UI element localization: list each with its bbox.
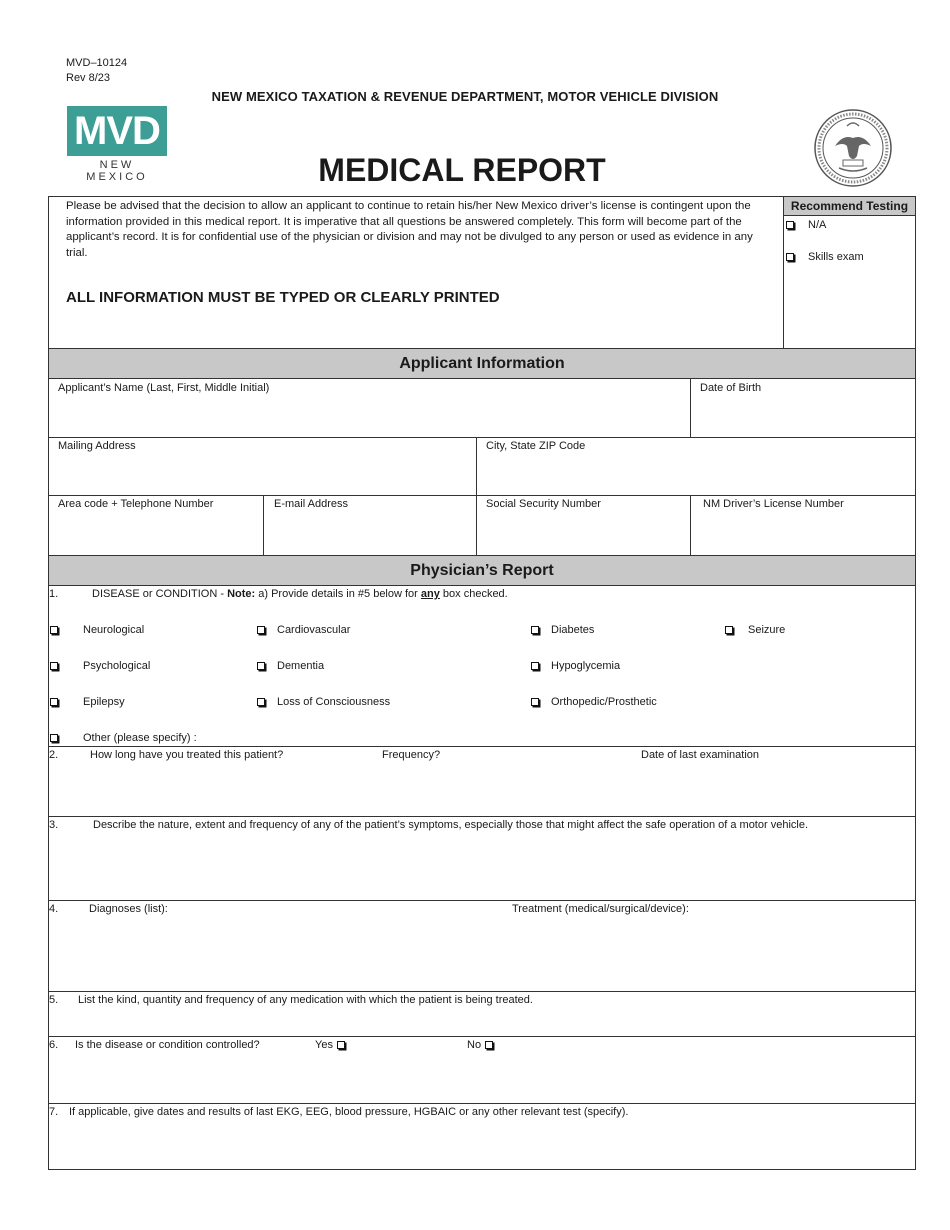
condition-other[interactable] xyxy=(50,732,197,744)
condition-label: Loss of Consciousness xyxy=(277,696,391,708)
condition-epilepsy[interactable] xyxy=(50,696,125,708)
q7-number: 7. xyxy=(49,1106,59,1118)
checkbox-icon[interactable] xyxy=(257,662,265,670)
mvd-logo-mark: MVD xyxy=(67,106,167,156)
checkbox-icon[interactable] xyxy=(50,662,58,670)
form-revision: Rev 8/23 xyxy=(66,72,111,84)
checkbox-icon[interactable] xyxy=(531,626,539,634)
divider xyxy=(48,991,916,992)
recommend-skills-option[interactable] xyxy=(786,251,864,263)
condition-psychological[interactable] xyxy=(50,660,150,672)
divider xyxy=(48,437,916,438)
q6-no-label: No xyxy=(467,1039,482,1051)
q2-last-exam-field[interactable]: Date of last examination xyxy=(641,749,760,761)
page-title: MEDICAL REPORT xyxy=(318,152,606,188)
divider xyxy=(48,816,916,817)
condition-orthopedic[interactable] xyxy=(531,696,657,708)
divider xyxy=(48,495,916,496)
license-number-field[interactable]: NM Driver’s License Number xyxy=(703,498,844,510)
intro-text: Please be advised that the decision to allow an applicant to continue to retain his/her New Mexico driver’s license is contingent upon the information provided in this medical report. It is imperative that all questions be answered completely. This form will become part of the applicant’s record. It is for confidential use of the physician or division and may not be divulged to any person or used as evidence in any trial. xyxy=(66,200,753,259)
divider xyxy=(476,437,477,555)
condition-seizure[interactable] xyxy=(725,624,785,636)
q5-number: 5. xyxy=(49,994,59,1006)
q5-medication-field[interactable]: List the kind, quantity and frequency of any medication with which the patient is being treated. xyxy=(78,994,533,1006)
condition-label: Cardiovascular xyxy=(277,624,351,636)
typed-notice: ALL INFORMATION MUST BE TYPED OR CLEARLY PRINTED xyxy=(66,289,500,306)
q1-text-pre: DISEASE or CONDITION - xyxy=(92,588,228,600)
divider xyxy=(263,495,264,555)
q3-symptoms-field[interactable]: Describe the nature, extent and frequency of any of the patient’s symptoms, especially those that might affect the safe operation of a motor vehicle. xyxy=(93,819,808,831)
recommend-skills-label: Skills exam xyxy=(808,251,864,263)
q1-text xyxy=(92,588,508,600)
condition-label: Other (please specify) : xyxy=(83,732,197,744)
city-state-zip-field[interactable]: City, State ZIP Code xyxy=(486,440,586,452)
checkbox-icon[interactable] xyxy=(786,221,794,229)
condition-label: Neurological xyxy=(83,624,145,636)
recommend-na-label: N/A xyxy=(808,219,827,231)
form-number: MVD–10124 xyxy=(66,57,128,69)
divider xyxy=(48,378,916,379)
checkbox-icon[interactable] xyxy=(531,698,539,706)
form-frame xyxy=(48,196,916,1170)
condition-label: Diabetes xyxy=(551,624,595,636)
q6-number: 6. xyxy=(49,1039,59,1051)
condition-label: Dementia xyxy=(277,660,325,672)
q1-number: 1. xyxy=(49,588,59,600)
checkbox-icon[interactable] xyxy=(257,626,265,634)
q1-text-post: box checked. xyxy=(439,588,508,600)
checkbox-icon[interactable] xyxy=(257,698,265,706)
divider xyxy=(690,495,691,555)
divider xyxy=(48,1103,916,1104)
divider xyxy=(48,1036,916,1037)
department-name: NEW MEXICO TAXATION & REVENUE DEPARTMENT, MOTOR VEHICLE DIVISION xyxy=(211,89,719,104)
q1-note: Note: xyxy=(227,588,256,600)
applicant-section-title: Applicant Information xyxy=(49,349,915,378)
applicant-name-field[interactable]: Applicant’s Name (Last, First, Middle Initial) xyxy=(58,382,270,394)
form-id-block xyxy=(66,56,127,86)
q6-yes-option[interactable] xyxy=(315,1039,345,1051)
recommend-divider xyxy=(783,196,784,348)
divider xyxy=(48,900,916,901)
q2-frequency-field[interactable]: Frequency? xyxy=(382,749,441,761)
q6-question: Is the disease or condition controlled? xyxy=(75,1039,260,1051)
q4-treatment-field[interactable]: Treatment (medical/surgical/device): xyxy=(512,903,689,915)
checkbox-icon[interactable] xyxy=(337,1041,345,1049)
condition-hypoglycemia[interactable] xyxy=(531,660,620,672)
dob-field[interactable]: Date of Birth xyxy=(700,382,762,394)
condition-dementia[interactable] xyxy=(257,660,324,672)
checkbox-icon[interactable] xyxy=(50,734,58,742)
condition-loss-of-consciousness[interactable] xyxy=(257,696,390,708)
checkbox-icon[interactable] xyxy=(50,698,58,706)
checkbox-icon[interactable] xyxy=(485,1041,493,1049)
q3-number: 3. xyxy=(49,819,59,831)
physician-section-title: Physician’s Report xyxy=(49,556,915,585)
checkbox-icon[interactable] xyxy=(50,626,58,634)
q7-tests-field[interactable]: If applicable, give dates and results of last EKG, EEG, blood pressure, HGBAIC or any other relevant test (specify). xyxy=(69,1106,629,1118)
q2-treated-field[interactable]: How long have you treated this patient? xyxy=(90,749,284,761)
condition-label: Orthopedic/Prosthetic xyxy=(551,696,657,708)
mailing-address-field[interactable]: Mailing Address xyxy=(58,440,136,452)
condition-label: Hypoglycemia xyxy=(551,660,621,672)
condition-neurological[interactable] xyxy=(50,624,144,636)
checkbox-icon[interactable] xyxy=(531,662,539,670)
ssn-field[interactable]: Social Security Number xyxy=(486,498,601,510)
condition-label: Epilepsy xyxy=(83,696,125,708)
condition-label: Psychological xyxy=(83,660,151,672)
email-field[interactable]: E-mail Address xyxy=(274,498,348,510)
condition-diabetes[interactable] xyxy=(531,624,594,636)
q2-number: 2. xyxy=(49,749,59,761)
q1-any: any xyxy=(420,588,440,600)
telephone-field[interactable]: Area code + Telephone Number xyxy=(58,498,214,510)
condition-label: Seizure xyxy=(748,624,786,636)
divider xyxy=(48,746,916,747)
q1-text-mid: a) Provide details in #5 below for xyxy=(255,588,421,600)
mvd-logo-subtext: NEW MEXICO xyxy=(86,159,148,183)
recommend-testing-title: Recommend Testing xyxy=(784,197,915,216)
divider xyxy=(690,378,691,437)
q4-diagnoses-field[interactable]: Diagnoses (list): xyxy=(89,903,168,915)
q4-number: 4. xyxy=(49,903,59,915)
checkbox-icon[interactable] xyxy=(725,626,733,634)
q6-no-option[interactable] xyxy=(467,1039,493,1051)
recommend-na-option[interactable] xyxy=(786,219,826,231)
condition-cardiovascular[interactable] xyxy=(257,624,350,636)
divider xyxy=(48,585,916,586)
q6-yes-label: Yes xyxy=(315,1039,333,1051)
checkbox-icon[interactable] xyxy=(786,253,794,261)
